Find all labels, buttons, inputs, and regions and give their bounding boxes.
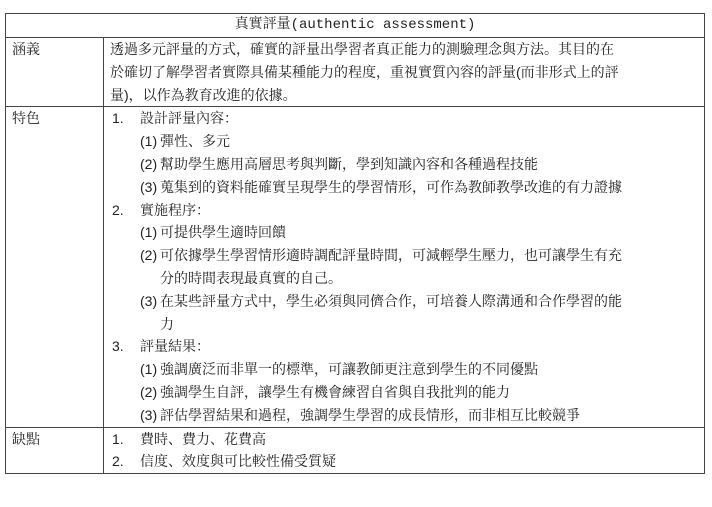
- item-number: 1.: [112, 110, 124, 127]
- sub-item: [110, 221, 698, 244]
- item-text: 設計評量內容：: [140, 110, 238, 127]
- sub-item: [110, 130, 698, 153]
- sub-item: [110, 244, 698, 267]
- row-meaning: [6, 38, 705, 107]
- item-number: 3.: [112, 338, 124, 355]
- sub-item: [110, 290, 698, 313]
- list-item: [110, 335, 698, 358]
- item-text: 評量結果：: [140, 338, 210, 355]
- drawbacks-content: [104, 427, 705, 474]
- sub-text: 強調學生自評，讓學生有機會練習自省與自我批判的能力: [160, 383, 510, 400]
- sub-number: (3): [140, 406, 158, 423]
- row-drawbacks: [6, 427, 705, 474]
- item-text: 實施程序：: [140, 201, 210, 218]
- sub-continuation: 力: [160, 315, 174, 332]
- row-label: 缺點: [6, 427, 104, 474]
- sub-text: 可依據學生學習情形適時調配評量時間，可減輕學生壓力，也可讓學生有充: [160, 247, 622, 264]
- sub-text: 蒐集到的資料能確實呈現學生的學習情形，可作為教師教學改進的有力證據: [160, 178, 622, 195]
- sub-number: (2): [140, 247, 158, 264]
- sub-text: 強調廣泛而非單一的標準，可讓教師更注意到學生的不同優點: [160, 361, 538, 378]
- sub-number: (1): [140, 224, 158, 241]
- sub-item: [110, 381, 698, 404]
- text-line: 透過多元評量的方式，確實的評量出學習者真正能力的測驗理念與方法。其目的在: [110, 41, 614, 57]
- table-title: 真實評量(authentic assessment): [6, 14, 705, 38]
- sub-text: 在某些評量方式中，學生必須與同儕合作，可培養人際溝通和合作學習的能: [160, 292, 622, 309]
- row-features: [6, 107, 705, 427]
- sub-item: [110, 404, 698, 427]
- list-item: [110, 199, 698, 222]
- sub-item: [110, 176, 698, 199]
- features-content: [104, 107, 705, 427]
- sub-number: (1): [140, 361, 158, 378]
- row-label: 特色: [6, 107, 104, 427]
- sub-number: (1): [140, 133, 158, 150]
- row-label: 涵義: [6, 38, 104, 107]
- sub-number: (2): [140, 383, 158, 400]
- item-number: 1.: [112, 430, 124, 447]
- list-item: [110, 450, 698, 473]
- sub-text: 評估學習結果和過程，強調學生學習的成長情形，而非相互比較競爭: [160, 406, 580, 423]
- meaning-content: [104, 38, 705, 107]
- sub-continuation: 分的時間表現最真實的自己。: [160, 269, 342, 286]
- sub-item: [110, 358, 698, 381]
- item-text: 費時、費力、花費高: [140, 430, 266, 447]
- sub-text: 幫助學生應用高層思考與判斷，學到知識內容和各種過程技能: [160, 155, 538, 172]
- sub-text: 彈性、多元: [160, 133, 230, 150]
- text-line: 於確切了解學習者實際具備某種能力的程度，重視實質內容的評量(而非形式上的評: [110, 63, 619, 80]
- authentic-assessment-table: [5, 13, 705, 474]
- sub-number: (2): [140, 155, 158, 172]
- item-text: 信度、效度與可比較性備受質疑: [140, 453, 336, 470]
- item-number: 2.: [112, 453, 124, 470]
- item-number: 2.: [112, 201, 124, 218]
- list-item: [110, 428, 698, 451]
- text-line: 量)，以作為教育改進的依據。: [110, 86, 297, 103]
- sub-text: 可提供學生適時回饋: [160, 224, 286, 241]
- sub-number: (3): [140, 292, 158, 309]
- sub-item: [110, 153, 698, 176]
- list-item: [110, 107, 698, 130]
- sub-number: (3): [140, 178, 158, 195]
